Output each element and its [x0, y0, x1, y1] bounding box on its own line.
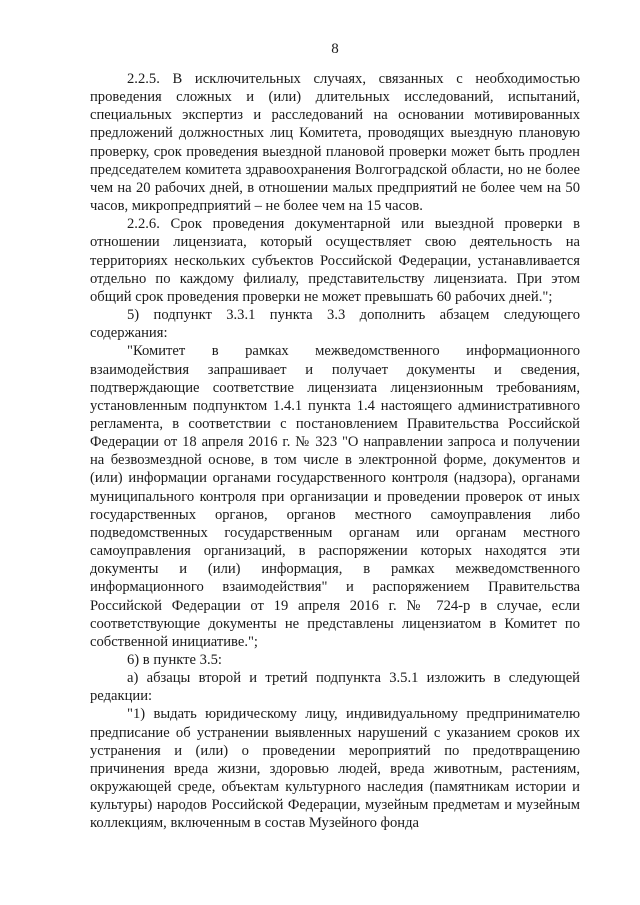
document-page [90, 0, 580, 905]
paragraph-amendment-6: 6) в пункте 3.5: [127, 652, 222, 668]
page-number: 8 [331, 41, 339, 57]
paragraph-amendment-5: 5) подпункт 3.3.1 пункта 3.3 дополнить абзацем следующего содержания: [90, 307, 580, 342]
paragraph-2-2-5: 2.2.5. В исключительных случаях, связанных с необходимостью проведения сложных и (или) длительных исследований, испытаний, специальных экспертиз и расследований на основании мотивированных предложений должностных лиц Комитета, проводящих выездную плановую проверку, срок проведения выездной плановой проверки может быть продлен председателем комитета здравоохранения Волгоградской области, но не более чем на 20 рабочих дней, в отношении малых предприятий не более чем на 50 часов, микропредприятий – не более чем на 15 часов. [90, 71, 580, 215]
paragraph-subitem-a: а) абзацы второй и третий подпункта 3.5.1 изложить в следующей редакции: [90, 670, 580, 705]
paragraph-2-2-6: 2.2.6. Срок проведения документарной или выездной проверки в отношении лицензиата, который осуществляет свою деятельность на территориях нескольких субъектов Российской Федерации, устанавливается отдельно по каждому филиалу, представительству лицензиата. При этом общий срок проведения проверки не может превышать 60 рабочих дней."; [90, 216, 580, 305]
paragraph-quoted-committee-text: "Комитет в рамках межведомственного информационного взаимодействия запрашивает и получает документы и сведения, подтверждающие соответствие лицензиата лицензионным требованиям, установленным подпунктом 1.4.1 пункта 1.4 настоящего административного регламента, в соответствии с постановлением Правительства Российской Федерации от 18 апреля 2016 г. № 323 "О направлении запроса и получении на безвозмездной основе, в том числе в электронной форме, документов и (или) информации органами государственного контроля (надзора), органами муниципального контроля при организации и проведении проверок от иных государственных органов, органов местного самоуправления либо подведомственных государственным органам или органам местного самоуправления организаций, в распоряжении которых находятся эти документы и (или) информация, в рамках межведомственного информационного взаимодействия" и распоряжением Правительства Российской Федерации от 19 апреля 2016 г. № 724-р в случае, если соответствующие документы не представлены лицензиатом в Комитет по собственной инициативе."; [90, 343, 580, 650]
document-body [90, 70, 580, 833]
paragraph-quoted-item-1: "1) выдать юридическому лицу, индивидуальному предпринимателю предписание об устранении выявленных нарушений с указанием сроков их устранения и (или) о проведении мероприятий по предотвращению причинения вреда жизни, здоровью людей, вреда животным, растениям, окружающей среде, объектам культурного наследия (памятникам истории и культуры) народов Российской Федерации, музейным предметам и музейным коллекциям, включенным в состав Музейного фонда [90, 706, 580, 832]
